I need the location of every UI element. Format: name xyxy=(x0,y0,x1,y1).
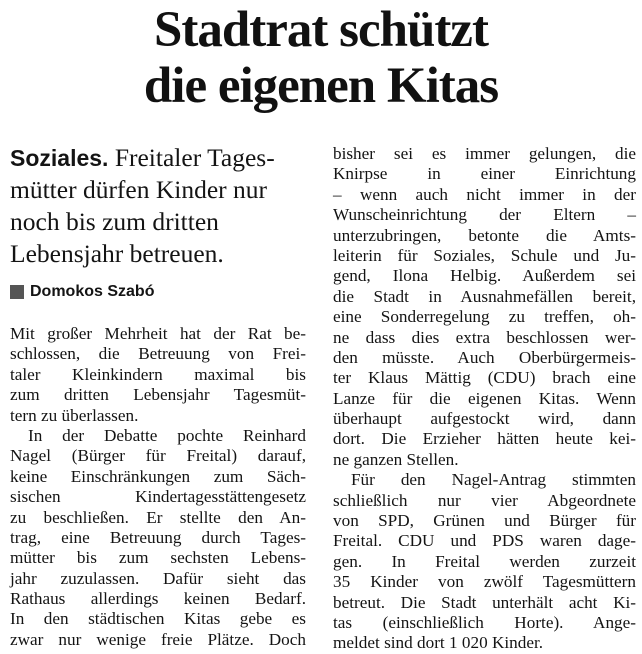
text-line: Für den Nagel-Antrag stimmten xyxy=(351,470,636,490)
text-line: schlossen, die Betreuung von Frei- xyxy=(10,344,306,364)
text-line: sischen Kindertagesstättengesetz xyxy=(10,487,306,507)
text-line: trag, eine Betreuung durch Tages- xyxy=(10,527,306,547)
text-line: zum dritten Lebensjahr Tagesmüt- xyxy=(10,385,306,405)
text-line: zwar nur wenige freie Plätze. Doch xyxy=(10,629,306,649)
text-line: die Stadt in Ausnahmefällen bereit, xyxy=(333,286,636,306)
text-line: Knirpse in einer Einrichtung xyxy=(333,164,636,184)
text-line: Freital. CDU und PDS waren dage- xyxy=(333,531,636,551)
text-line: Rathaus allerdings keinen Bedarf. xyxy=(10,589,306,609)
text-line: gend, Ilona Helbig. Außerdem sei xyxy=(333,266,636,286)
text-line: Wunscheinrichtung der Eltern – xyxy=(333,205,636,225)
text-line: bisher sei es immer gelungen, die xyxy=(333,144,636,163)
text-line: 35 Kinder von zwölf Tagesmüttern xyxy=(333,572,636,592)
lead-line: noch bis zum dritten xyxy=(10,207,219,236)
text-line: dort. Die Erzieher hätten heute kei- xyxy=(333,429,636,449)
text-line: taler Kleinkindern maximal bis xyxy=(10,364,306,384)
byline xyxy=(10,282,306,302)
text-line: gen. In Freital werden zurzeit xyxy=(333,551,636,571)
paragraph xyxy=(333,470,636,654)
paragraph xyxy=(10,426,306,650)
text-line: ter Klaus Mättig (CDU) brach eine xyxy=(333,368,636,388)
lead-paragraph xyxy=(10,142,306,270)
text-line: Mit großer Mehrheit hat der Rat be- xyxy=(10,324,306,343)
text-line: überhaupt aufgestockt wird, dann xyxy=(333,409,636,429)
lead-line: mütter dürfen Kinder nur xyxy=(10,175,268,204)
paragraph xyxy=(333,144,636,470)
text-line: meldet sind dort 1 020 Kinder. xyxy=(333,633,544,653)
left-body xyxy=(10,324,306,650)
text-line: Lanze für die eigenen Kitas. Wenn xyxy=(333,388,636,408)
text-line: den müsste. Auch Oberbürgermeis- xyxy=(333,347,636,367)
text-line: betreut. Die Stadt unterhält acht Ki- xyxy=(333,592,636,612)
text-line: eine Sonderregelung zu treffen, oh- xyxy=(333,307,636,327)
left-column xyxy=(10,142,306,650)
paragraph xyxy=(10,324,306,426)
text-line: tas (einschließlich Horte). Ange- xyxy=(333,612,636,632)
text-line: leiterin für Soziales, Schule und Ju- xyxy=(333,245,636,265)
headline-line-1: Stadtrat schützt xyxy=(154,2,488,58)
text-line: zu beschließen. Er stellte den An- xyxy=(10,507,306,527)
byline-square-icon xyxy=(10,285,24,299)
text-line: unterzubringen, betonte die Amts- xyxy=(333,225,636,245)
author-name: Domokos Szabó xyxy=(30,282,155,300)
lead-line: Lebensjahr betreuen. xyxy=(10,239,224,268)
text-line: ne dass dies extra beschlossen wer- xyxy=(333,327,636,347)
text-line: – wenn auch nicht immer in der xyxy=(333,184,636,204)
headline-line-2: die eigenen Kitas xyxy=(143,58,499,114)
text-line: jahr zuzulassen. Dafür sieht das xyxy=(10,568,306,588)
text-line: tern zu überlassen. xyxy=(10,405,139,425)
right-column xyxy=(333,144,636,654)
text-line: keine Einschränkungen zum Säch- xyxy=(10,466,306,486)
lead-kicker: Soziales. xyxy=(10,145,109,171)
text-line: mütter bis zum sechsten Lebens- xyxy=(10,548,306,568)
text-line: In den städtischen Kitas gebe es xyxy=(10,609,306,629)
headline xyxy=(0,2,642,114)
text-line: von SPD, Grünen und Bürger für xyxy=(333,511,636,531)
text-line: In der Debatte pochte Reinhard xyxy=(28,425,306,445)
text-line: ne ganzen Stellen. xyxy=(333,449,459,469)
text-line: Nagel (Bürger für Freital) darauf, xyxy=(10,446,306,466)
text-line: schließlich nur vier Abgeordnete xyxy=(333,490,636,510)
lead-line: Freitaler Tages- xyxy=(108,143,275,172)
